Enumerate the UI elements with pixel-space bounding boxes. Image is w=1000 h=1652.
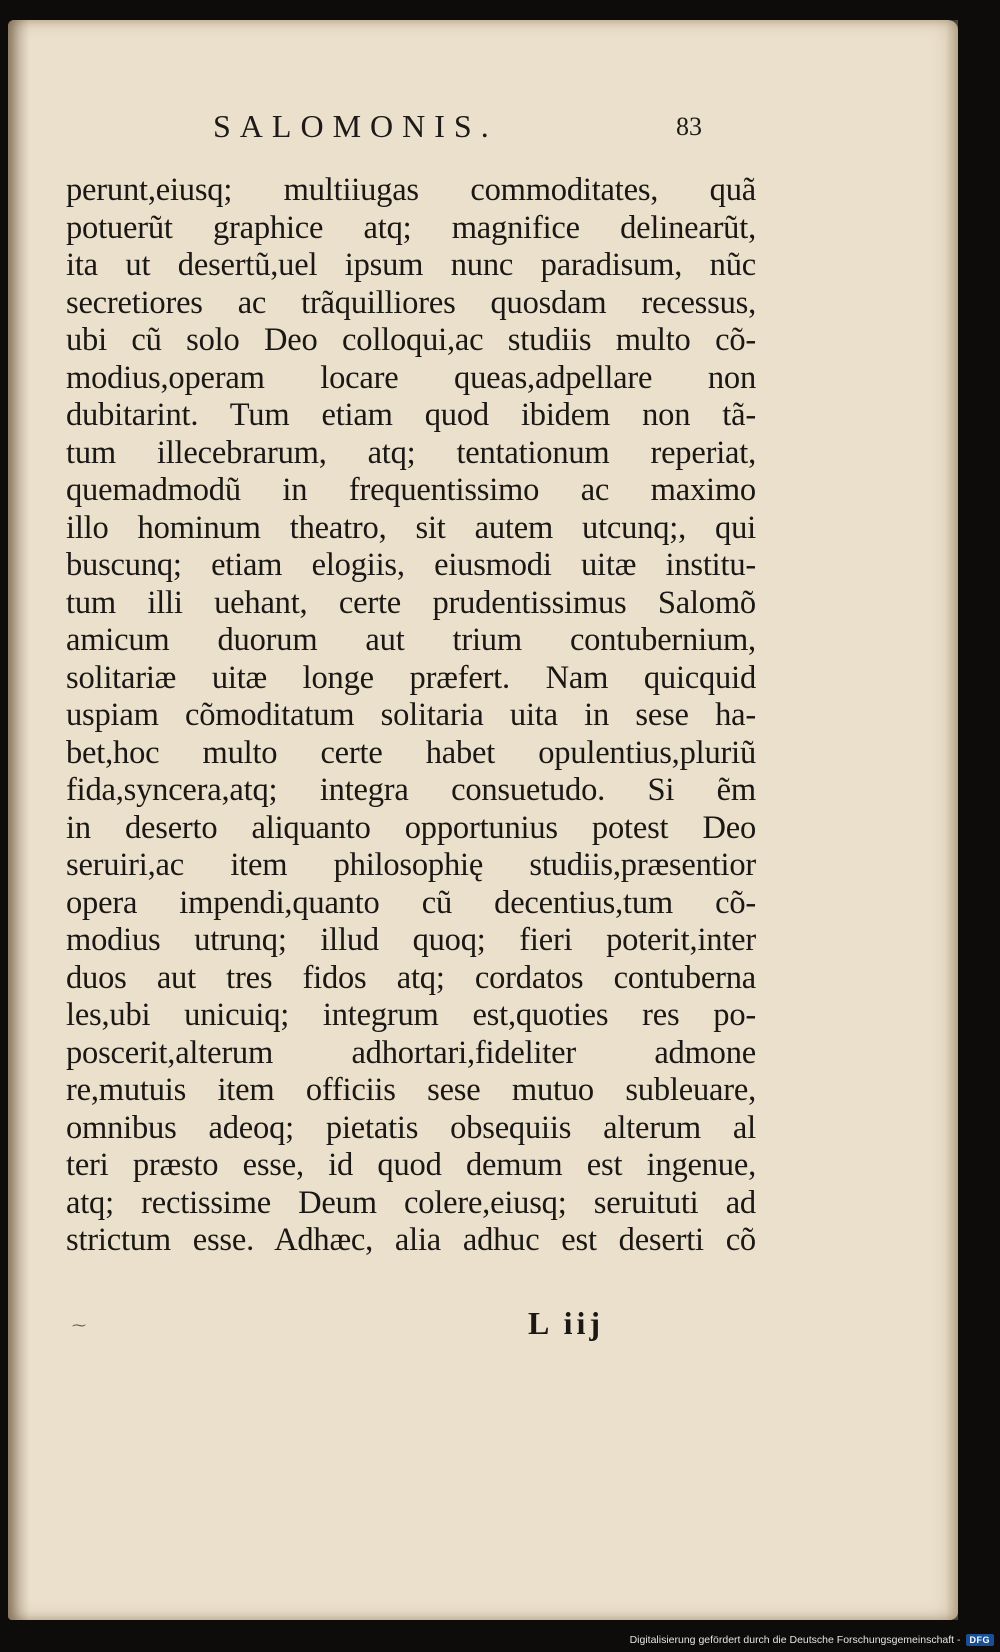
text-line: quemadmodũ in frequentissimo ac maximo xyxy=(66,472,756,508)
text-line: tum illecebrarum, atq; tentationum reperiat, xyxy=(66,434,756,471)
text-line: atq; rectissime Deum colere,eiusq; seruituti ad xyxy=(66,1184,756,1221)
text-line: perunt,eiusq; multiiugas commoditates, quã xyxy=(66,172,756,208)
text-line: strictum esse. Adhæc, alia adhuc est deserti cõ xyxy=(66,1222,756,1258)
text-line: seruiri,ac item philosophię studiis,præsentior xyxy=(66,847,756,883)
signature-mark: L iij xyxy=(528,1305,605,1341)
text-line: uspiam cõmoditatum solitaria uita in sese ha- xyxy=(66,697,756,733)
text-line: omnibus adeoq; pietatis obsequiis alterum al xyxy=(66,1109,756,1146)
folio-number: 83 xyxy=(676,112,702,141)
running-head: SALOMONIS. xyxy=(213,108,498,144)
text-line: tum illi uehant, certe prudentissimus Salomõ xyxy=(66,584,756,621)
text-line: teri præsto esse, id quod demum est ingenue, xyxy=(66,1147,756,1183)
text-line: duos aut tres fidos atq; cordatos contuberna xyxy=(66,959,756,996)
footer-credit: Digitalisierung gefördert durch die Deutsche Forschungsgemeinschaft - xyxy=(629,1634,961,1646)
dfg-logo-badge: DFG xyxy=(966,1634,995,1646)
text-line: les,ubi unicuiq; integrum est,quoties res po- xyxy=(66,997,756,1033)
text-line: opera impendi,quanto cũ decentius,tum cõ- xyxy=(66,884,756,921)
text-line: ubi cũ solo Deo colloqui,ac studiis multo cõ- xyxy=(66,322,756,358)
page-edge-shadow xyxy=(946,20,958,1620)
text-line: illo hominum theatro, sit autem utcunq;, qui xyxy=(66,509,756,546)
text-line: potuerũt graphice atq; magnifice delinearũt, xyxy=(66,209,756,246)
text-line: dubitarint. Tum etiam quod ibidem non tã- xyxy=(66,397,756,433)
text-line: poscerit,alterum adhortari,fideliter admone xyxy=(66,1034,756,1071)
text-line: modius,operam locare queas,adpellare non xyxy=(66,359,756,396)
text-line: secretiores ac trãquilliores quosdam recessus, xyxy=(66,284,756,321)
text-line: re,mutuis item officiis sese mutuo subleuare, xyxy=(66,1072,756,1108)
text-block xyxy=(66,172,756,1260)
text-line: in deserto aliquanto opportunius potest Deo xyxy=(66,809,756,846)
text-line: fida,syncera,atq; integra consuetudo. Si ẽm xyxy=(66,772,756,808)
text-line: amicum duorum aut trium contubernium, xyxy=(66,622,756,658)
text-line: ita ut desertũ,uel ipsum nunc paradisum, nũc xyxy=(66,247,756,283)
ink-mark: ⁓ xyxy=(72,1319,86,1334)
text-line: buscunq; etiam elogiis, eiusmodi uitæ institu- xyxy=(66,547,756,583)
text-line: solitariæ uitæ longe præfert. Nam quicquid xyxy=(66,659,756,696)
digitization-footer xyxy=(630,1634,994,1646)
text-line: bet,hoc multo certe habet opulentius,pluriũ xyxy=(66,734,756,771)
book-page xyxy=(8,20,958,1620)
text-line: modius utrunq; illud quoq; fieri poterit,inter xyxy=(66,922,756,958)
